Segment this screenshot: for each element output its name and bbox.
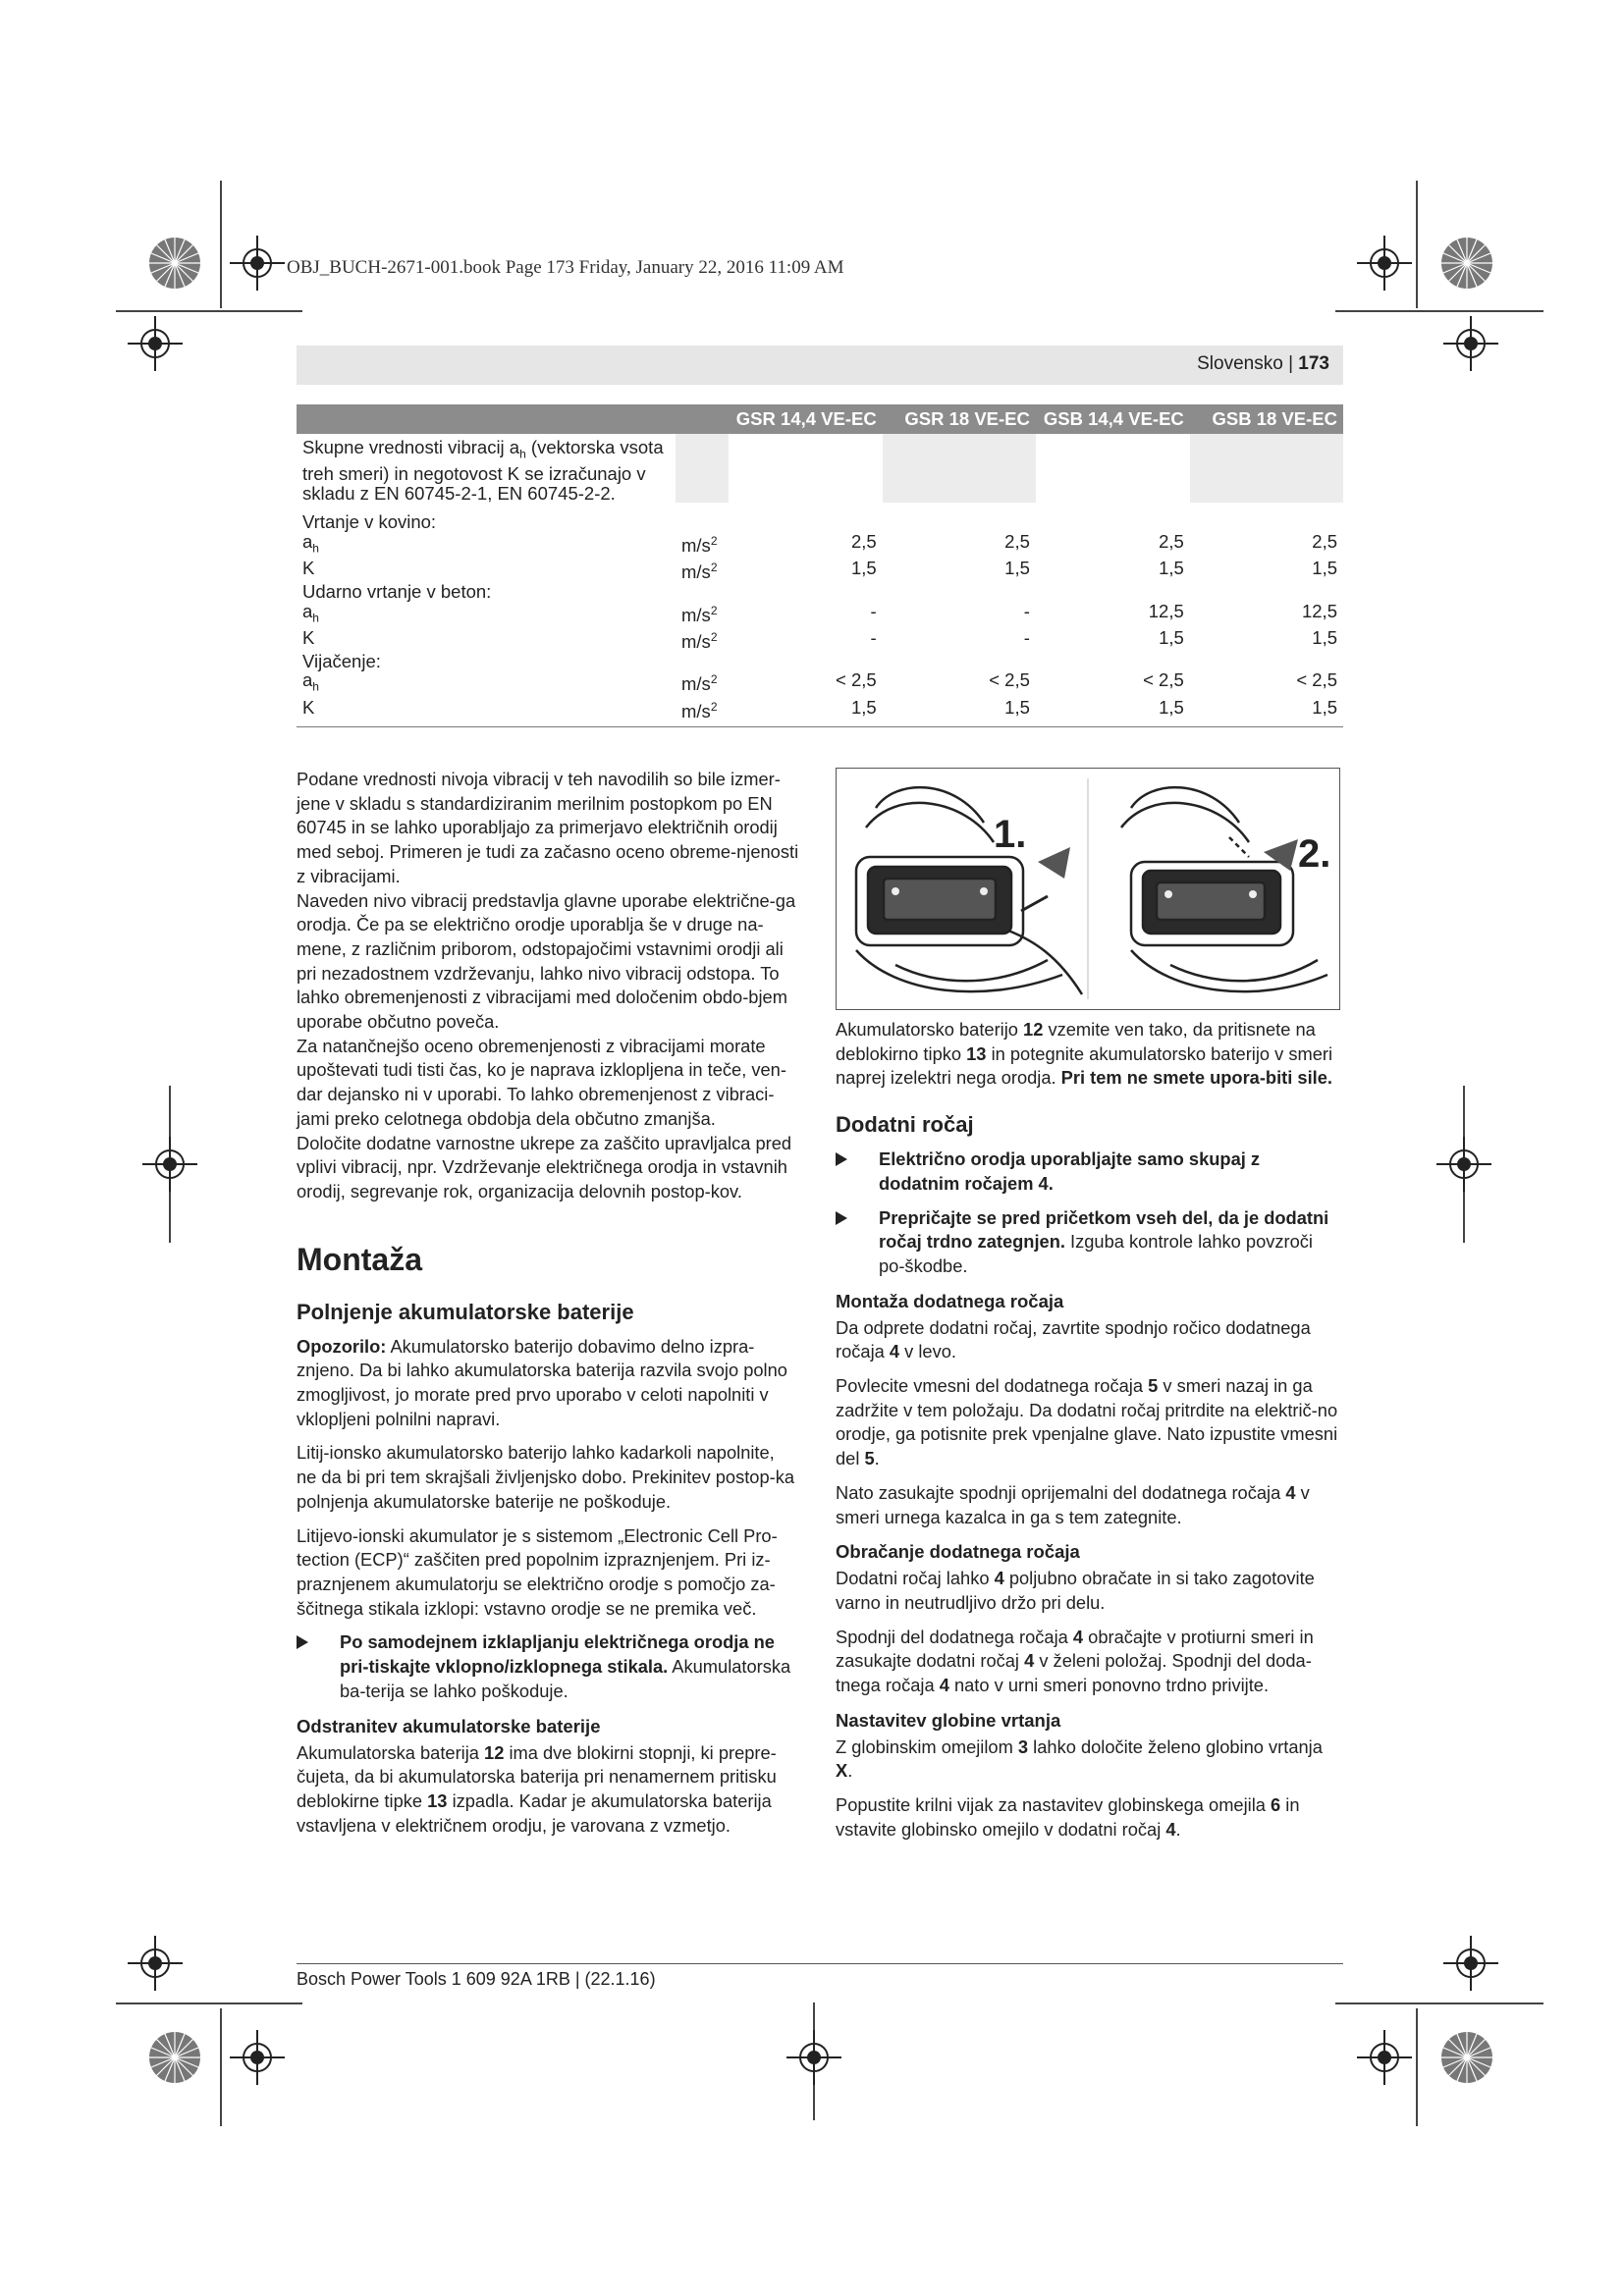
table-cell: 2,5 xyxy=(851,531,877,553)
table-row xyxy=(297,532,1343,559)
group-title: Udarno vrtanje v beton: xyxy=(302,581,492,603)
minor-heading: Montaža dodatnega ročaja xyxy=(836,1290,1064,1311)
table-cell: 12,5 xyxy=(1301,600,1337,621)
panel-step-1 xyxy=(856,787,1082,994)
table-cell: - xyxy=(1023,626,1030,648)
paragraph: Spodnji del dodatnega ročaja 4 obračajte v protiurni smeri in zasukajte dodatni ročaj 4 v želeni položaj. Spodnji del doda-tnega ročaja 4 nato v urni smeri ponovno trdno privijte. xyxy=(836,1626,1314,1696)
unit: $m/s^2$ xyxy=(681,629,718,653)
vibration-table xyxy=(297,404,1343,727)
warning-paragraph: Opozorilo: Akumulatorsko baterijo dobavimo delno izpra-znjeno. Da bi lahko akumulatorska baterija razvila svojo polno zmogljivost, jo morate pred prvo uporabo v celoti napolniti v vklopljeni polnilni napravi. xyxy=(297,1335,787,1429)
minor-heading: Odstranitev akumulatorske baterije xyxy=(297,1715,601,1736)
symbol-k: K xyxy=(297,698,676,727)
crosshair-registration-icon xyxy=(1357,236,1412,291)
panel-step-2 xyxy=(1121,787,1327,991)
table-cell: 1,5 xyxy=(851,558,877,579)
page-number: 173 xyxy=(1298,353,1329,374)
table-cell: < 2,5 xyxy=(836,669,877,691)
table-cell: 2,5 xyxy=(1004,531,1030,553)
crosshair-registration-icon xyxy=(142,1137,197,1192)
table-intro: Skupne vrednosti vibracij $a_h$ (vektorska vsota treh smeri) in negotovost K se izračunajo v skladu z EN 60745-2-1, EN 60745-2-2. xyxy=(302,437,664,504)
left-column xyxy=(297,768,799,1838)
table-cell: 12,5 xyxy=(1148,600,1184,621)
crosshair-registration-icon xyxy=(128,316,183,371)
push-arrow-icon xyxy=(1038,847,1070,879)
symbol-k: K xyxy=(302,558,315,579)
column-header: GSB 18 VE-EC xyxy=(1190,404,1343,434)
crosshair-registration-icon xyxy=(1436,1137,1491,1192)
unit: $m/s^2$ xyxy=(681,603,718,625)
paragraph: Da odprete dodatni ročaj, zavrtite spodnjo ročico dodatnega ročaja 4 v levo. xyxy=(836,1316,1311,1362)
table-cell: 2,5 xyxy=(1312,531,1337,553)
paragraph: Litij-ionsko akumulatorsko baterijo lahko kadarkoli napolnite, ne da bi pri tem skrajšali življenjsko dobo. Prekinitev postop-ka polnjenja akumulatorske baterije ne poškoduje. xyxy=(297,1442,795,1512)
paragraph: Dodatni ročaj lahko 4 poljubno obračate in si tako zagotovite varno in neutrudljivo držo pri delu. xyxy=(836,1568,1315,1613)
table-cell: 1,5 xyxy=(1159,558,1184,579)
table-cell: 1,5 xyxy=(1036,698,1190,727)
crosshair-registration-icon xyxy=(230,236,285,291)
table-row xyxy=(297,559,1343,582)
footer-text: Bosch Power Tools 1 609 92A 1RB | (22.1.16) xyxy=(297,1969,656,1989)
paragraph: Akumulatorska baterija 12 ima dve blokirni stopnji, ki prepre-čujeta, da bi akumulatorska baterija pri nenamernem pritisku deblokirne tipke 13 izpadla. Kadar je akumulatorska baterija vstavljena v električnem orodju, je varovana z vzmetjo. xyxy=(297,1741,777,1836)
symbol-ah: $a_h$ xyxy=(302,600,319,625)
table-row xyxy=(297,503,1343,532)
table-cell: 1,5 xyxy=(729,698,883,727)
paragraph: Litijevo-ionski akumulator je s sistemom „Electronic Cell Pro-tection (ECP)“ zaščiten pred popolnim izpraznjenjem. Pri iz-praznjenem akumulatorju se električno orodje s pomočjo za-ščitnega stikala izklopi: vstavno orodje se ne premika več. xyxy=(297,1524,778,1619)
battery-removal-figure xyxy=(836,768,1340,1010)
bullet-item: Po samodejnem izklapljanju električnega orodja ne pri-tiskajte vklopno/izklopnega stikala. Akumulatorska ba-terija se lahko poškoduje. xyxy=(297,1630,799,1703)
table-cell: < 2,5 xyxy=(989,669,1030,691)
table-cell: 1,5 xyxy=(1312,626,1337,648)
page-header xyxy=(297,346,1343,385)
table-cell: < 2,5 xyxy=(1143,669,1184,691)
column-header: GSR 14,4 VE-EC xyxy=(729,404,883,434)
bullet-item: Prepričajte se pred pričetkom vseh del, da je dodatni ročaj trdno zategnjen. Izguba kontrole lahko povzroči po-škodbe. xyxy=(836,1206,1343,1279)
right-column xyxy=(836,768,1343,1842)
crosshair-registration-icon xyxy=(1443,1936,1498,1991)
table-cell: 2,5 xyxy=(1159,531,1184,553)
section-title: Montaža xyxy=(297,1241,422,1277)
step-1-label: 1. xyxy=(994,813,1027,856)
table-row xyxy=(297,670,1343,697)
footer-rule xyxy=(297,1963,1343,1964)
table-row xyxy=(297,652,1343,671)
table-row xyxy=(297,582,1343,602)
table-cell: 1,5 xyxy=(1312,558,1337,579)
unit: $m/s^2$ xyxy=(681,534,718,557)
table-row xyxy=(297,628,1343,652)
header-separator: | xyxy=(1282,353,1299,374)
table-header-row xyxy=(297,404,1343,434)
bullet-triangle-icon xyxy=(836,1152,847,1166)
unit: $m/s^2$ xyxy=(681,561,718,583)
bullet-triangle-icon xyxy=(836,1211,847,1225)
step-2-label: 2. xyxy=(1298,832,1331,876)
table-cell: - xyxy=(1023,600,1030,621)
group-title: Vrtanje v kovino: xyxy=(302,511,437,533)
symbol-k: K xyxy=(302,626,315,648)
crosshair-registration-icon xyxy=(230,2030,285,2085)
paragraph: Povlecite vmesni del dodatnega ročaja 5 v smeri nazaj in ga zadržite v tem položaju. Da dodatni ročaj pritrdite na električ-no orodje, ga potisnite prek vpenjalne glave. Nato izpustite vmesni del 5. xyxy=(836,1375,1338,1469)
color-registration-icon xyxy=(1439,2030,1494,2085)
color-registration-icon xyxy=(147,2030,202,2085)
paragraph: Za natančnejšo oceno obremenjenosti z vibracijami morate upoštevati tudi tisti čas, ko je naprava izklopljena in teče, ven-dar dejansko ni v uporabi. To lahko obremenjenost z vibraci-jami preko celotnega obdobja dela občutno zmanjša. xyxy=(297,1035,786,1129)
header-section: Slovensko xyxy=(1197,353,1283,374)
bullet-triangle-icon xyxy=(297,1635,308,1649)
header-text xyxy=(1197,353,1329,375)
paragraph: Z globinskim omejilom 3 lahko določite želeno globino vrtanja X. xyxy=(836,1735,1323,1782)
table-row xyxy=(297,698,1343,727)
table-cell: 1,5 xyxy=(1004,558,1030,579)
crosshair-registration-icon xyxy=(128,1936,183,1991)
symbol-ah: $a_h$ xyxy=(302,669,319,694)
crosshair-registration-icon xyxy=(1443,316,1498,371)
file-info-line: OBJ_BUCH-2671-001.book Page 173 Friday, January 22, 2016 11:09 AM xyxy=(287,257,844,278)
minor-heading: Obračanje dodatnega ročaja xyxy=(836,1541,1080,1563)
unit: $m/s^2$ xyxy=(681,672,718,695)
minor-heading: Nastavitev globine vrtanja xyxy=(836,1709,1061,1731)
subsection-title: Dodatni ročaj xyxy=(836,1112,974,1138)
bullet-item: Električno orodja uporabljajte samo skupaj z dodatnim ročajem 4. xyxy=(836,1148,1343,1196)
table-cell: 1,5 xyxy=(1190,698,1343,727)
crosshair-registration-icon xyxy=(1357,2030,1412,2085)
table-cell: < 2,5 xyxy=(1296,669,1337,691)
paragraph: Naveden nivo vibracij predstavlja glavne uporabe električne-ga orodja. Če pa se električno orodje uporablja še v druge na-mene, z različnim priborom, odstopajočimi vstavnimi orodji ali pri nezadostnem vzdrževanju, lahko nivo vibracij odstopa. To lahko obremenjenosti z vibracijami med določenim obdo-bjem uporabe občutno poveča. xyxy=(297,889,796,1033)
symbol-ah: $a_h$ xyxy=(302,531,319,556)
paragraph: Popustite krilni vijak za nastavitev globinskega omejila 6 in vstavite globinsko omejilo v dodatni ročaj 4. xyxy=(836,1794,1300,1840)
table-cell: - xyxy=(870,626,877,648)
subsection-title: Polnjenje akumulatorske baterije xyxy=(297,1299,634,1324)
column-header: GSB 14,4 VE-EC xyxy=(1036,404,1190,434)
crosshair-registration-icon xyxy=(786,2030,841,2085)
paragraph: Nato zasukajte spodnji oprijemalni del dodatnega ročaja 4 v smeri urnega kazalca in ga s tem zategnite. xyxy=(836,1481,1310,1527)
table-intro-row xyxy=(297,434,1343,503)
column-header: GSR 18 VE-EC xyxy=(883,404,1036,434)
battery-removal-illustration xyxy=(837,769,1339,1009)
paragraph: Določite dodatne varnostne ukrepe za zaščito upravljalca pred vplivi vibracij, npr. Vzdrževanje električnega orodja in vstavnih orodij, segrevanje rok, organizacija delovnih postop-kov. xyxy=(297,1132,792,1201)
unit: $m/s^2$ xyxy=(676,698,729,727)
group-title: Vijačenje: xyxy=(302,650,381,671)
table-row xyxy=(297,602,1343,628)
color-registration-icon xyxy=(1439,236,1494,291)
figure-caption: Akumulatorsko baterijo 12 vzemite ven tako, da pritisnete na deblokirno tipko 13 in potegnite akumulatorsko baterijo v smeri naprej izelektri nega orodja. Pri tem ne smete upora-biti sile. xyxy=(836,1019,1333,1089)
color-registration-icon xyxy=(147,236,202,291)
table-cell: 1,5 xyxy=(883,698,1036,727)
table-cell: 1,5 xyxy=(1159,626,1184,648)
paragraph: Podane vrednosti nivoja vibracij v teh navodilih so bile izmer-jene v skladu s standardiziranim merilnim postopkom po EN 60745 in se lahko uporabljajo za primerjavo električnih orodij med seboj. Primeren je tudi za začasno oceno obreme-njenosti z vibracijami. xyxy=(297,769,799,886)
table-cell: - xyxy=(870,600,877,621)
